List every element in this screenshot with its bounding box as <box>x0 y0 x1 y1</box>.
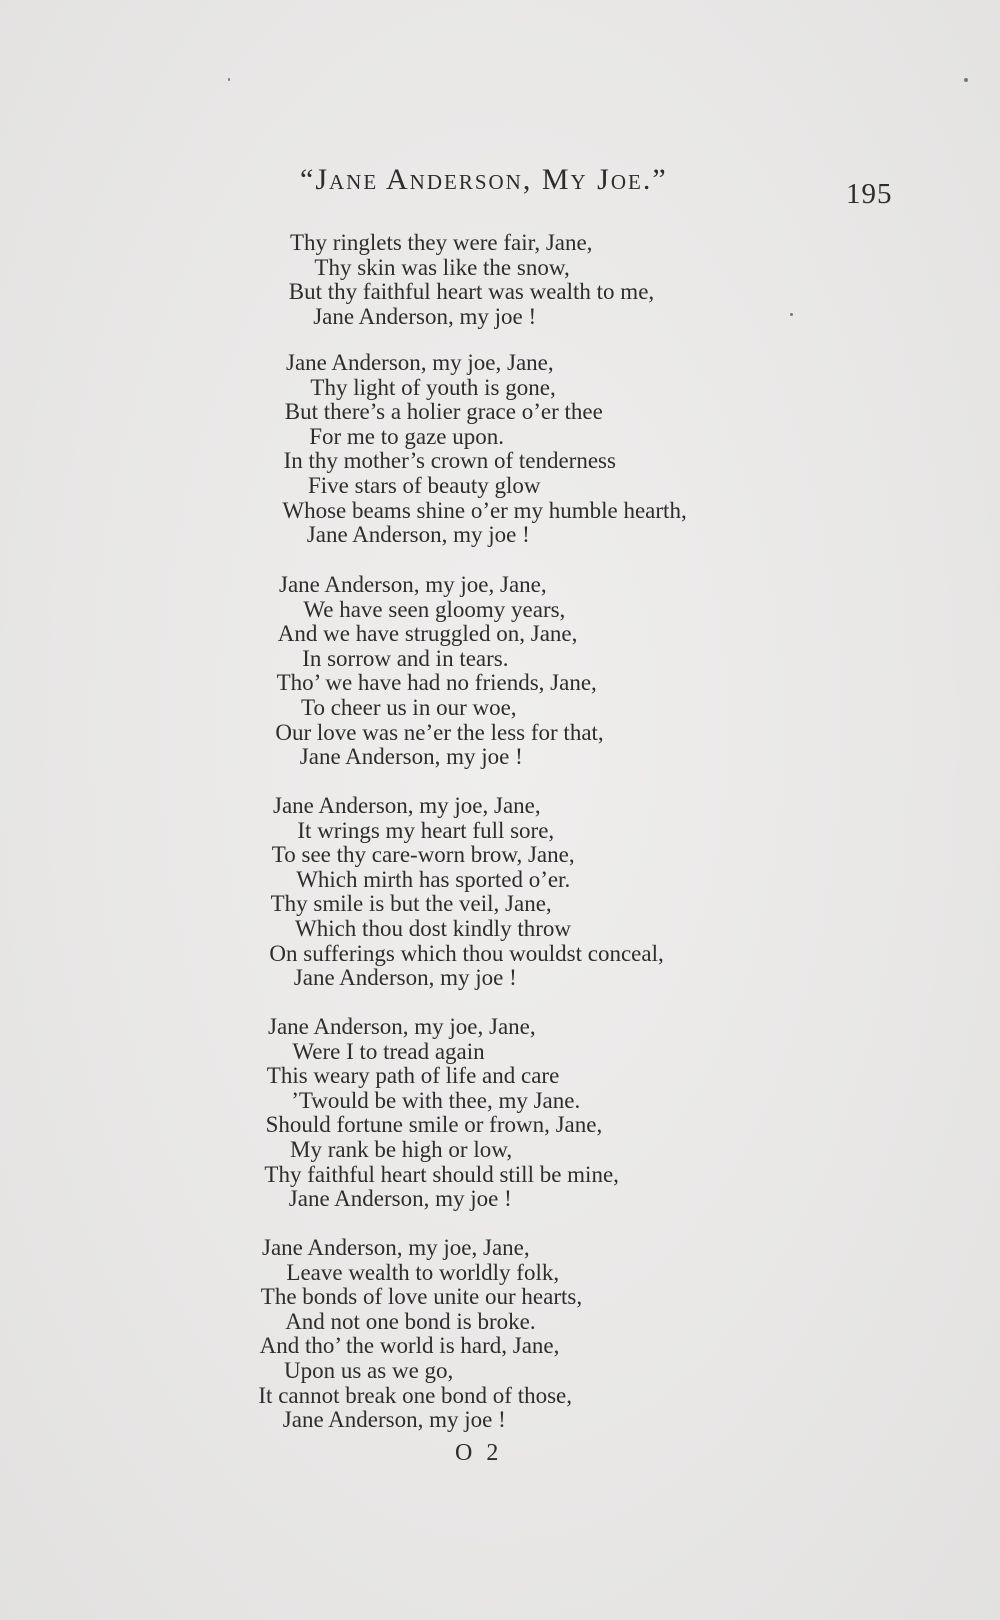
poem-line: Were I to tread again <box>292 1038 485 1064</box>
poem-line: Leave wealth to worldly folk, <box>286 1259 560 1285</box>
poem-line: Tho’ we have had no friends, Jane, <box>276 670 597 696</box>
poem-line: Which thou dost kindly throw <box>295 916 571 941</box>
poem-line: But thy faithful heart was wealth to me, <box>288 279 655 305</box>
poem-line: We have seen gloomy years, <box>303 596 566 622</box>
poem-line: Thy smile is but the veil, Jane, <box>270 891 552 917</box>
poem-line: In sorrow and in tears. <box>302 645 509 671</box>
poem-line: On sufferings which thou wouldst conceal, <box>269 940 664 966</box>
poem-line: And not one bond is broke. <box>285 1308 536 1334</box>
poem-line: Jane Anderson, my joe ! <box>282 1407 506 1433</box>
signature-mark: O 2 <box>455 1440 503 1466</box>
poem-line: Five stars of beauty glow <box>308 473 541 498</box>
poem-line: Upon us as we go, <box>284 1358 454 1383</box>
poem-line: To cheer us in our woe, <box>301 695 517 720</box>
poem-line: Jane Anderson, my joe ! <box>313 303 537 329</box>
poem-line: It wrings my heart full sore, <box>297 817 555 843</box>
poem-line: Jane Anderson, my joe ! <box>306 522 530 548</box>
poem-line: Jane Anderson, my joe, Jane, <box>273 793 541 818</box>
poem-line: Should fortune smile or frown, Jane, <box>265 1112 603 1138</box>
poem-line: Jane Anderson, my joe, Jane, <box>268 1014 536 1039</box>
paper-speck <box>964 78 968 82</box>
poem-line: To see thy care-worn brow, Jane, <box>271 842 575 868</box>
poem-line: And we have struggled on, Jane, <box>277 621 578 647</box>
poem-line: And tho’ the world is hard, Jane, <box>259 1333 560 1359</box>
poem-line: The bonds of love unite our hearts, <box>260 1284 583 1310</box>
poem-line: Jane Anderson, my joe ! <box>293 965 517 991</box>
poem-line: Jane Anderson, my joe, Jane, <box>262 1235 530 1260</box>
poem-line: ’Twould be with thee, my Jane. <box>291 1087 581 1113</box>
poem-line: Thy faithful heart should still be mine, <box>264 1161 619 1187</box>
poem-line: My rank be high or low, <box>290 1137 513 1162</box>
poem-line: For me to gaze upon. <box>309 423 505 449</box>
paper-speck <box>790 313 793 316</box>
poem-line: Jane Anderson, my joe ! <box>288 1186 512 1212</box>
poem-line: It cannot break one bond of those, <box>258 1382 572 1408</box>
running-title: “Jane Anderson, My Joe.” <box>300 163 668 196</box>
poem-line: Our love was ne’er the less for that, <box>275 719 604 745</box>
poem-line: Jane Anderson, my joe, Jane, <box>286 350 554 375</box>
poem-line: Whose beams shine o’er my humble hearth, <box>282 497 687 523</box>
page-number: 195 <box>846 178 893 210</box>
poem-line: But there’s a holier grace o’er thee <box>284 399 603 425</box>
poem-line: Thy ringlets they were fair, Jane, <box>290 230 593 255</box>
poem-line: Thy light of youth is gone, <box>310 374 556 400</box>
poem-line: Which mirth has sported o’er. <box>296 866 571 892</box>
poem-line: Thy skin was like the snow, <box>314 254 570 280</box>
poem-line: Jane Anderson, my joe, Jane, <box>279 572 547 597</box>
poem-line: In thy mother’s crown of tenderness <box>283 448 616 474</box>
paper-speck <box>228 78 230 81</box>
poem-line: Jane Anderson, my joe ! <box>299 744 523 770</box>
poem-line: This weary path of life and care <box>266 1063 560 1089</box>
